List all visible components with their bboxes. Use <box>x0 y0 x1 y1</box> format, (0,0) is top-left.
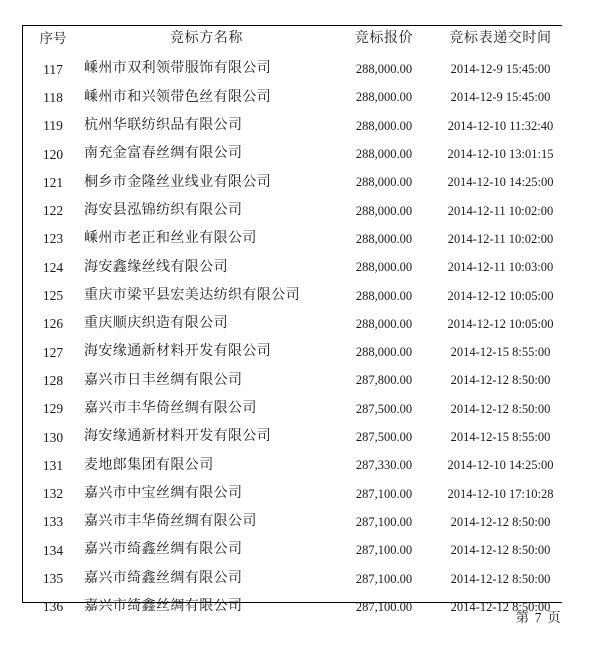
cell-time: 2014-12-12 10:05:00 <box>447 316 554 331</box>
table-header <box>22 25 562 53</box>
cell-price: 288,000.00 <box>355 316 413 331</box>
cell-name: 嘉兴市丰华倚丝绸有限公司 <box>84 401 257 416</box>
column-header-name: 竞标方名称 <box>170 31 243 47</box>
cell-name: 桐乡市金隆丝业线业有限公司 <box>84 174 272 190</box>
cell-name: 嘉兴市中宝丝绸有限公司 <box>84 485 243 501</box>
cell-seq: 122 <box>42 203 64 219</box>
cell-time: 2014-12-11 10:02:00 <box>447 203 554 218</box>
table-row <box>22 536 562 564</box>
cell-time: 2014-12-12 8:50:00 <box>450 571 551 586</box>
table-body <box>22 53 562 621</box>
cell-seq: 136 <box>42 599 64 615</box>
column-header-seq: 序号 <box>39 31 67 47</box>
table-row <box>22 338 562 366</box>
cell-price: 287,100.00 <box>355 543 413 558</box>
cell-price: 288,000.00 <box>355 260 413 275</box>
cell-seq: 121 <box>42 174 64 190</box>
cell-price: 288,000.00 <box>355 147 413 162</box>
cell-seq: 123 <box>42 231 64 247</box>
cell-seq: 126 <box>42 316 64 332</box>
cell-seq: 118 <box>43 89 63 105</box>
cell-price: 288,000.00 <box>355 345 413 360</box>
cell-time: 2014-12-10 14:25:00 <box>447 458 554 473</box>
cell-name: 嘉兴市绮鑫丝绸有限公司 <box>84 570 243 586</box>
cell-name: 海安鑫缘丝线有限公司 <box>84 259 228 275</box>
cell-name: 嵊州市和兴领带色丝有限公司 <box>84 89 272 105</box>
table-row <box>22 508 562 536</box>
cell-seq: 131 <box>42 457 64 473</box>
cell-time: 2014-12-10 17:10:28 <box>447 486 554 501</box>
cell-time: 2014-12-10 11:32:40 <box>447 118 554 133</box>
table-row <box>22 140 562 168</box>
cell-seq: 128 <box>42 372 64 388</box>
cell-price: 287,330.00 <box>355 458 413 473</box>
cell-seq: 132 <box>42 486 64 502</box>
table-row <box>22 112 562 140</box>
cell-seq: 133 <box>42 514 64 530</box>
cell-time: 2014-12-12 8:50:00 <box>450 514 551 529</box>
cell-seq: 130 <box>42 429 64 445</box>
cell-name: 嘉兴市日丰丝绸有限公司 <box>84 372 243 388</box>
cell-time: 2014-12-11 10:02:00 <box>447 231 554 246</box>
table-header-row <box>22 25 562 53</box>
cell-name: 嵊州市双利领带服饰有限公司 <box>84 61 272 77</box>
cell-time: 2014-12-12 8:50:00 <box>450 599 551 614</box>
table-row <box>22 197 562 225</box>
cell-seq: 119 <box>43 118 63 134</box>
cell-name: 嘉兴市绮鑫丝绸有限公司 <box>84 599 243 615</box>
table-row <box>22 282 562 310</box>
table-row <box>22 367 562 395</box>
column-header-price: 竞标报价 <box>354 31 414 47</box>
cell-time: 2014-12-11 10:03:00 <box>447 260 554 275</box>
cell-time: 2014-12-10 14:25:00 <box>447 175 554 190</box>
table-row <box>22 168 562 196</box>
cell-time: 2014-12-10 13:01:15 <box>447 147 554 162</box>
cell-name: 嵊州市老正和丝业有限公司 <box>84 231 257 247</box>
table-row <box>22 395 562 423</box>
page-number-footer: 第 7 页 <box>515 610 562 625</box>
cell-time: 2014-12-15 8:55:00 <box>450 345 551 360</box>
cell-name: 嘉兴市绮鑫丝绸有限公司 <box>84 542 243 558</box>
table-row <box>22 253 562 281</box>
cell-price: 288,000.00 <box>355 118 413 133</box>
cell-price: 287,100.00 <box>355 599 413 614</box>
cell-name: 重庆顺庆织造有限公司 <box>84 316 228 332</box>
cell-price: 288,000.00 <box>355 288 413 303</box>
cell-time: 2014-12-9 15:45:00 <box>450 90 551 105</box>
cell-name: 重庆市梁平县宏美达纺织有限公司 <box>84 287 300 303</box>
cell-seq: 129 <box>42 401 64 417</box>
cell-price: 287,100.00 <box>355 514 413 529</box>
column-header-time: 竞标表递交时间 <box>449 31 552 47</box>
cell-price: 287,800.00 <box>355 373 413 388</box>
cell-price: 288,000.00 <box>355 203 413 218</box>
table-row <box>22 225 562 253</box>
table-row <box>22 423 562 451</box>
cell-price: 288,000.00 <box>355 62 413 77</box>
cell-time: 2014-12-12 8:50:00 <box>450 543 551 558</box>
table-row <box>22 480 562 508</box>
cell-seq: 120 <box>42 146 64 162</box>
bid-list-table <box>22 25 562 621</box>
cell-price: 288,000.00 <box>355 231 413 246</box>
cell-time: 2014-12-9 15:45:00 <box>450 62 551 77</box>
cell-seq: 127 <box>42 344 64 360</box>
cell-name: 海安县泓锦纺织有限公司 <box>84 202 243 218</box>
table-row <box>22 84 562 112</box>
table-row <box>22 310 562 338</box>
cell-price: 287,500.00 <box>355 401 413 416</box>
cell-seq: 134 <box>42 542 64 558</box>
cell-seq: 117 <box>43 61 63 77</box>
cell-price: 288,000.00 <box>355 175 413 190</box>
table-row <box>22 565 562 593</box>
cell-price: 287,500.00 <box>355 430 413 445</box>
cell-seq: 125 <box>42 288 64 304</box>
cell-name: 嘉兴市丰华倚丝绸有限公司 <box>84 514 257 530</box>
cell-seq: 135 <box>42 571 64 587</box>
cell-time: 2014-12-12 8:50:00 <box>450 401 551 416</box>
cell-price: 288,000.00 <box>355 90 413 105</box>
cell-name: 南充金富春丝绸有限公司 <box>84 146 243 162</box>
cell-seq: 124 <box>42 259 64 275</box>
cell-name: 海安缘通新材料开发有限公司 <box>84 344 272 360</box>
cell-time: 2014-12-15 8:55:00 <box>450 430 551 445</box>
cell-price: 287,100.00 <box>355 571 413 586</box>
cell-price: 287,100.00 <box>355 486 413 501</box>
cell-name: 麦地郎集团有限公司 <box>84 457 214 473</box>
cell-time: 2014-12-12 10:05:00 <box>447 288 554 303</box>
table-row <box>22 53 562 83</box>
table-row <box>22 451 562 479</box>
cell-name: 杭州华联纺织品有限公司 <box>84 118 243 134</box>
cell-name: 海安缘通新材料开发有限公司 <box>84 429 272 445</box>
cell-time: 2014-12-12 8:50:00 <box>450 373 551 388</box>
